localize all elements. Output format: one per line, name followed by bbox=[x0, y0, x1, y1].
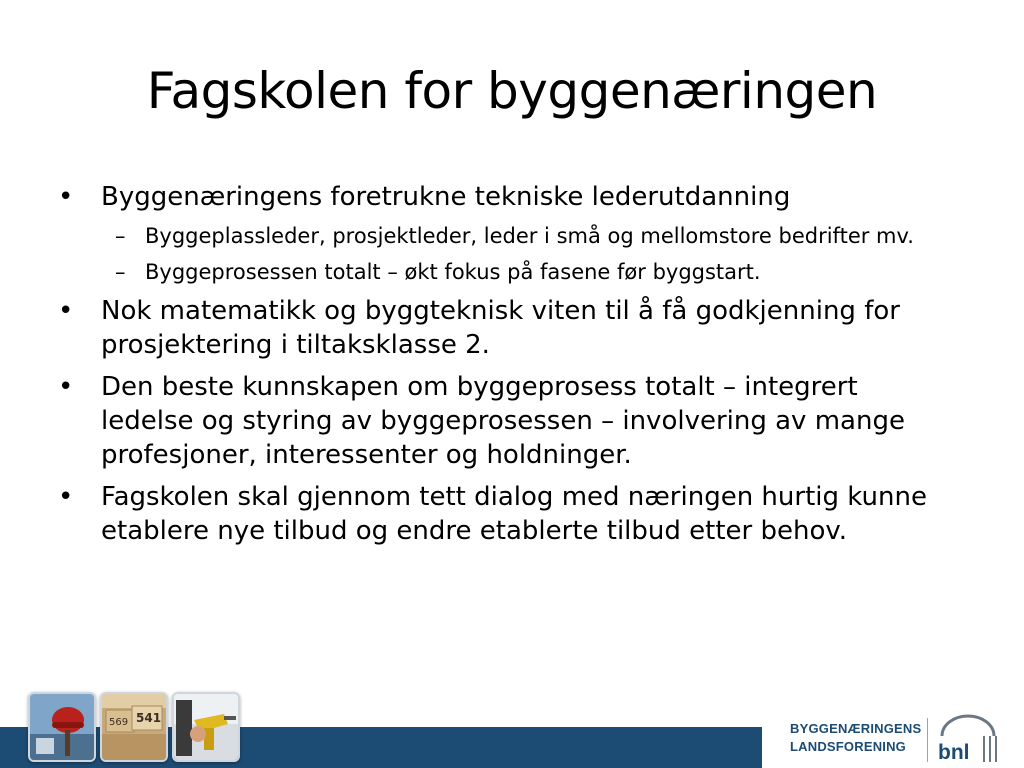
hard-hat-image bbox=[30, 694, 94, 760]
bullet-4 bbox=[58, 480, 958, 548]
bullet-1 bbox=[58, 180, 958, 214]
slide-content bbox=[58, 180, 958, 556]
sub-bullet-text: Byggeplassleder, prosjektleder, leder i små og mellomstore bedrifter mv. bbox=[145, 224, 914, 248]
logo-text bbox=[790, 720, 921, 756]
logo-mark-text: bnl bbox=[938, 741, 970, 764]
box-number-2: 541 bbox=[136, 711, 162, 725]
drill-image bbox=[174, 694, 238, 760]
logo-divider bbox=[927, 718, 928, 762]
box-number-1: 569 bbox=[109, 717, 129, 728]
sub-bullet-1 bbox=[115, 222, 958, 250]
bullet-text: Fagskolen skal gjennom tett dialog med næringen hurtig kunne etablere nye tilbud og endre etablerte tilbud etter behov. bbox=[101, 482, 927, 546]
logo-line-1: BYGGENÆRINGENS bbox=[790, 721, 922, 736]
bullet-3 bbox=[58, 370, 958, 472]
boxes-image bbox=[102, 694, 166, 760]
dash-marker: – bbox=[115, 260, 126, 284]
bullet-text: Nok matematikk og byggteknisk viten til å få godkjenning for prosjektering i tiltaksklasse 2. bbox=[101, 296, 900, 360]
dash-marker: – bbox=[115, 224, 126, 248]
sub-bullet-list bbox=[58, 222, 958, 286]
photo-boxes bbox=[100, 692, 168, 762]
sub-bullet-text: Byggeprosessen totalt – økt fokus på fasene før byggstart. bbox=[145, 260, 761, 284]
photo-drill bbox=[172, 692, 240, 762]
bullet-marker: • bbox=[58, 482, 74, 512]
slide-title: Fagskolen for byggenæringen bbox=[146, 62, 878, 120]
bullet-text: Byggenæringens foretrukne tekniske lederutdanning bbox=[101, 182, 791, 212]
bullet-2 bbox=[58, 294, 958, 362]
bullet-marker: • bbox=[58, 182, 74, 212]
sub-bullet-2 bbox=[115, 258, 958, 286]
bnl-mark-icon bbox=[936, 714, 1002, 766]
logo-line-2: LANDSFORENING bbox=[790, 739, 906, 754]
photo-hard-hat bbox=[28, 692, 96, 762]
bullet-marker: • bbox=[58, 372, 74, 402]
bullet-text: Den beste kunnskapen om byggeprosess totalt – integrert ledelse og styring av byggeprosessen – involvering av mange profesjoner, interessenter og holdninger. bbox=[101, 372, 905, 470]
bullet-marker: • bbox=[58, 296, 74, 326]
bnl-logo bbox=[790, 714, 1010, 766]
